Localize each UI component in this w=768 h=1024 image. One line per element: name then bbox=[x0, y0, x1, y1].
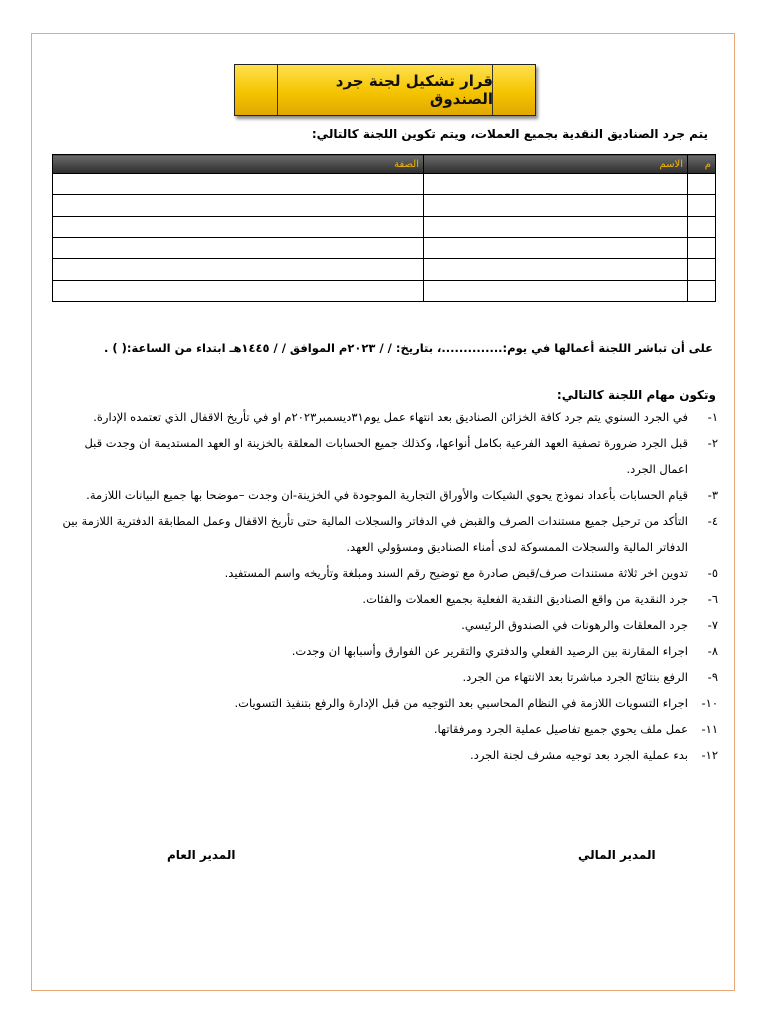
cell-role[interactable] bbox=[53, 174, 424, 195]
cell-role[interactable] bbox=[53, 280, 424, 301]
task-number: ١- bbox=[707, 410, 718, 424]
table-row bbox=[53, 216, 716, 237]
list-item bbox=[54, 716, 718, 742]
list-item bbox=[54, 508, 718, 560]
task-number: ٧- bbox=[707, 618, 718, 632]
title-banner-left-panel bbox=[235, 65, 278, 115]
task-number: ٦- bbox=[707, 592, 718, 606]
cell-name[interactable] bbox=[424, 195, 688, 216]
list-item bbox=[54, 638, 718, 664]
header-role: الصفة bbox=[53, 155, 424, 174]
cell-name[interactable] bbox=[424, 259, 688, 280]
task-text: اجراء المقارنة بين الرصيد الفعلي والدفتري والتقرير عن الفوارق وأسبابها ان وجدت. bbox=[291, 644, 688, 658]
cell-number[interactable] bbox=[688, 280, 716, 301]
task-number: ٥- bbox=[707, 566, 718, 580]
cell-number[interactable] bbox=[688, 195, 716, 216]
general-manager-signature: المدير العام bbox=[167, 848, 236, 862]
table-row bbox=[53, 280, 716, 301]
task-text: عمل ملف يحوي جميع تفاصيل عملية الجرد ومرفقاتها. bbox=[433, 722, 688, 736]
list-item bbox=[54, 742, 718, 768]
task-number: ٣- bbox=[707, 488, 718, 502]
header-name: الاسم bbox=[424, 155, 688, 174]
table-row bbox=[53, 174, 716, 195]
table-row bbox=[53, 237, 716, 258]
task-text: جرد المعلقات والرهونات في الصندوق الرئيسي. bbox=[461, 618, 688, 632]
task-number: ١٢- bbox=[701, 748, 718, 762]
cell-role[interactable] bbox=[53, 216, 424, 237]
tasks-list bbox=[54, 404, 718, 768]
header-number: م bbox=[688, 155, 716, 174]
cell-number[interactable] bbox=[688, 216, 716, 237]
cell-name[interactable] bbox=[424, 237, 688, 258]
list-item bbox=[54, 690, 718, 716]
cell-role[interactable] bbox=[53, 259, 424, 280]
tasks-heading: وتكون مهام اللجنة كالتالي: bbox=[556, 388, 716, 402]
task-text: جرد النقدية من واقع الصناديق النقدية الفعلية بجميع العملات والفئات. bbox=[362, 592, 688, 606]
cell-role[interactable] bbox=[53, 195, 424, 216]
title-banner-right-panel bbox=[492, 65, 535, 115]
task-text: الرفع بنتائج الجرد مباشرتا بعد الانتهاء من الجرد. bbox=[462, 670, 688, 684]
task-number: ٤- bbox=[707, 514, 718, 528]
table-row bbox=[53, 259, 716, 280]
cell-number[interactable] bbox=[688, 259, 716, 280]
task-number: ١٠- bbox=[701, 696, 718, 710]
list-item bbox=[54, 482, 718, 508]
committee-table bbox=[52, 154, 716, 302]
cell-name[interactable] bbox=[424, 280, 688, 301]
task-text: بدء عملية الجرد بعد توجيه مشرف لجنة الجرد. bbox=[470, 748, 688, 762]
cell-number[interactable] bbox=[688, 174, 716, 195]
task-text: تدوين اخر ثلاثة مستندات صرف/قبض صادرة مع توضيح رقم السند ومبلغة وتأريخه واسم المستفيد. bbox=[224, 566, 688, 580]
list-item bbox=[54, 664, 718, 690]
list-item bbox=[54, 586, 718, 612]
list-item bbox=[54, 560, 718, 586]
task-text: قبل الجرد ضرورة تصفية العهد الفرعية بكامل أنواعها، وكذلك جميع الحسابات المعلقة بالخزينة او العهد المستديمة ان وجدت قبل اعمال الجرد. bbox=[84, 436, 688, 476]
table-header-row bbox=[53, 155, 716, 174]
title-banner bbox=[234, 64, 536, 116]
task-text: اجراء التسويات اللازمة في النظام المحاسبي بعد التوجيه من قبل الإدارة والرفع بتنفيذ التسويات. bbox=[234, 696, 688, 710]
list-item bbox=[54, 404, 718, 430]
task-text: التأكد من ترحيل جميع مستندات الصرف والقبض في الدفاتر والسجلات المالية حتى تأريخ الاقفال وعمل المطابقة الدفترية اللازمة بين الدفاتر المالية والسجلات الممسوكة لدى أمناء الصناديق ومسؤولي العهد. bbox=[62, 514, 688, 554]
list-item bbox=[54, 612, 718, 638]
table-row bbox=[53, 195, 716, 216]
finance-manager-signature: المدير المالي bbox=[578, 848, 656, 862]
document-title: قرار تشكيل لجنة جرد الصندوق bbox=[335, 72, 493, 108]
task-text: قيام الحسابات بأعداد نموذج يحوي الشيكات والأوراق التجارية الموجودة في الخزينة-ان وجدت –موضحا بها جميع البيانات اللازمة. bbox=[86, 488, 688, 502]
task-number: ٨- bbox=[707, 644, 718, 658]
list-item bbox=[54, 430, 718, 482]
task-text: في الجرد السنوي يتم جرد كافة الخزائن الصناديق بعد انتهاء عمل يوم٣١ديسمبر٢٠٢٣م او في تأريخ الاقفال الذي تعتمده الإدارة. bbox=[93, 410, 688, 424]
task-number: ٢- bbox=[707, 436, 718, 450]
cell-number[interactable] bbox=[688, 237, 716, 258]
cell-name[interactable] bbox=[424, 216, 688, 237]
task-number: ١١- bbox=[701, 722, 718, 736]
cell-name[interactable] bbox=[424, 174, 688, 195]
cell-role[interactable] bbox=[53, 237, 424, 258]
meeting-date-line: على أن تباشر اللجنة أعمالها في يوم:..............، بتاريخ: / / ٢٠٢٣م الموافق / / ١٤٤٥هـ ابتداء من الساعة:( ) . bbox=[104, 341, 713, 355]
intro-text: يتم جرد الصناديق النقدية بجميع العملات، ويتم تكوين اللجنة كالتالي: bbox=[311, 127, 708, 141]
task-number: ٩- bbox=[707, 670, 718, 684]
